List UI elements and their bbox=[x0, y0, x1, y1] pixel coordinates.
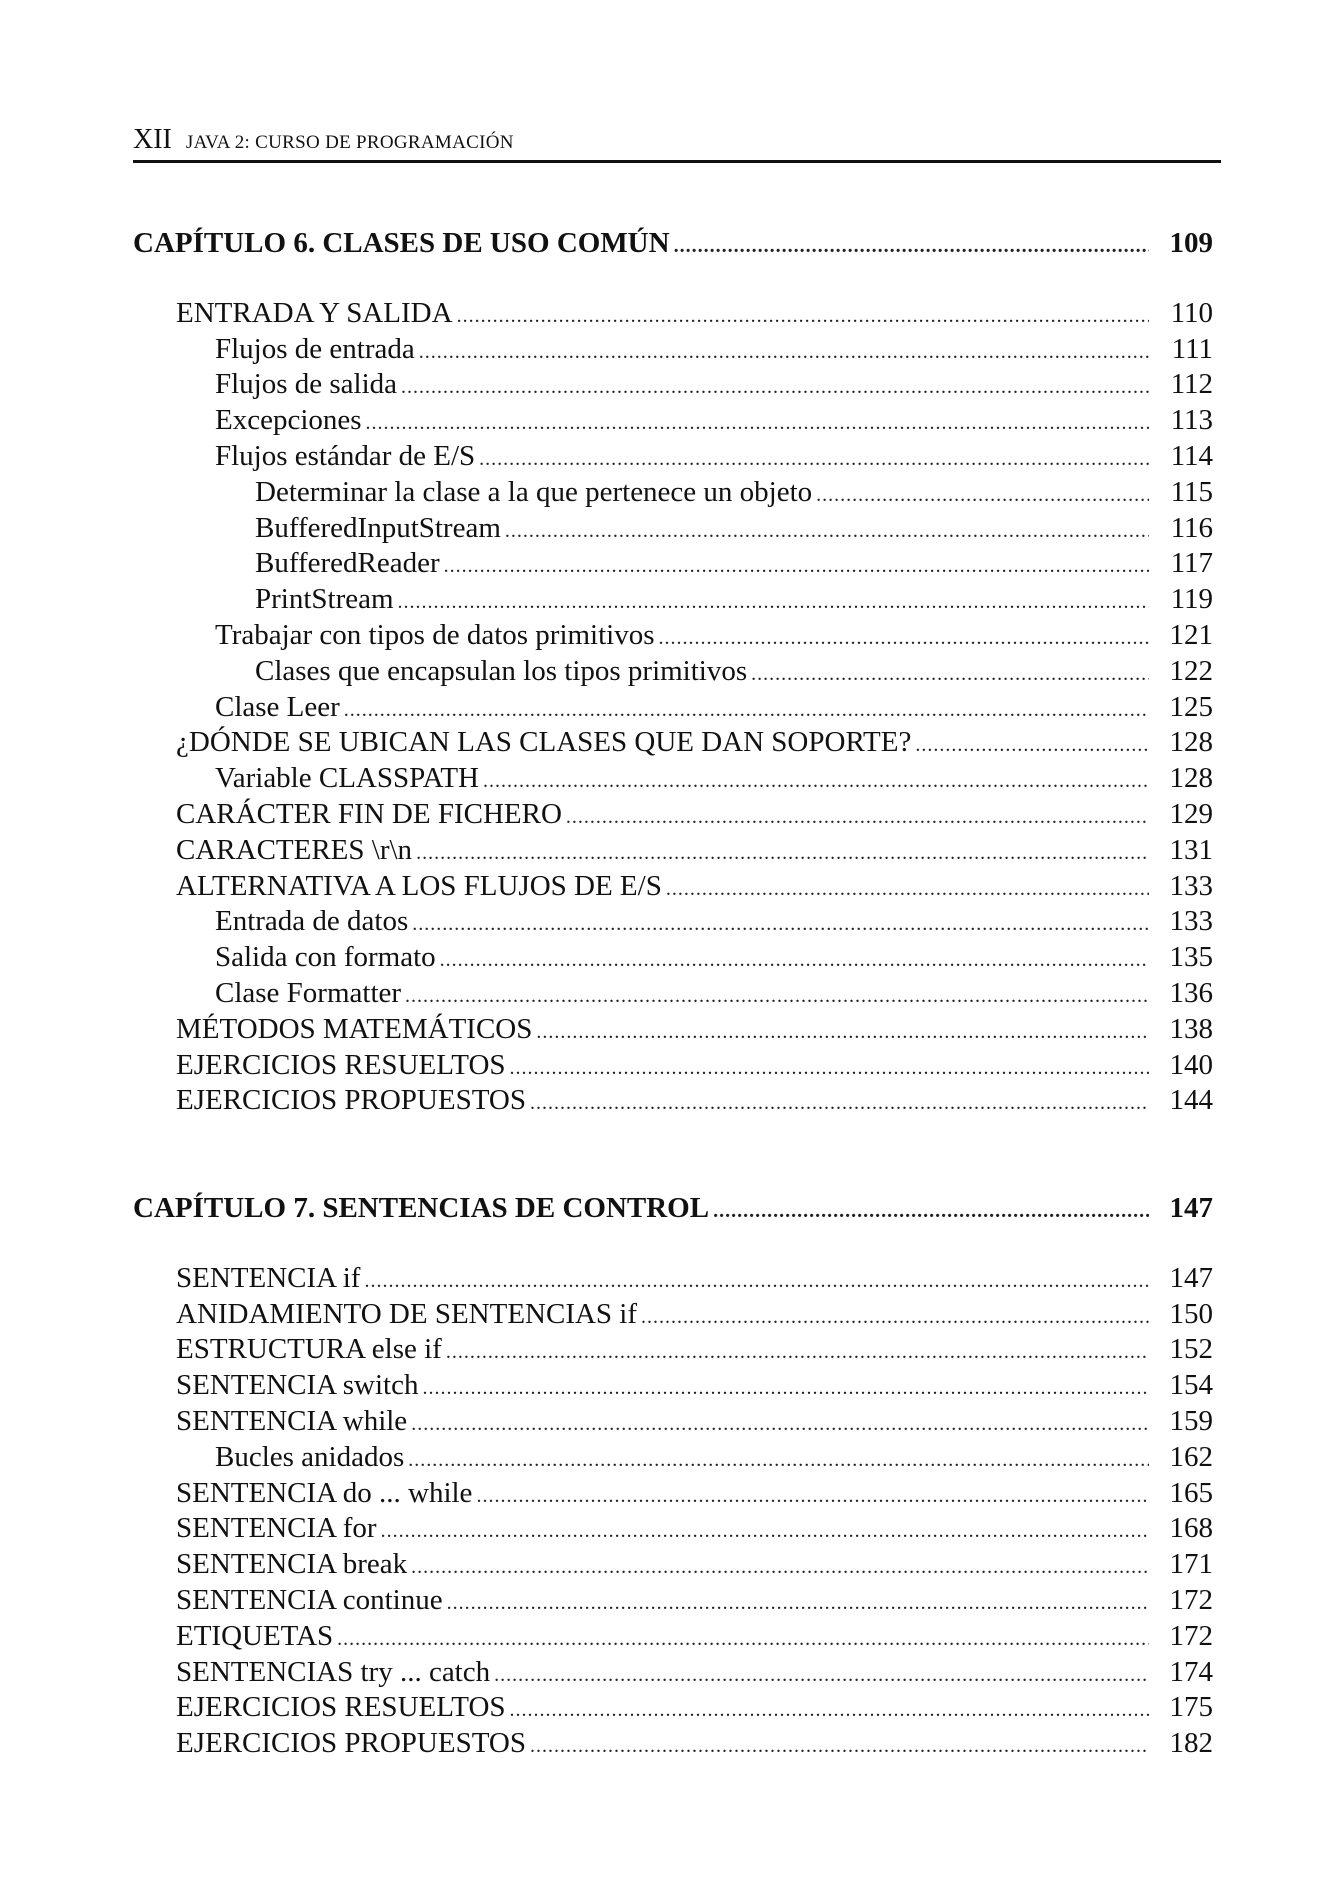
entry-title: MÉTODOS MATEMÁTICOS bbox=[176, 1012, 533, 1045]
toc-entry[interactable] bbox=[133, 1297, 1213, 1333]
toc-entry[interactable] bbox=[133, 1440, 1213, 1476]
toc-entry[interactable] bbox=[133, 1655, 1213, 1691]
dot-leader bbox=[674, 229, 1149, 265]
entry-title: EJERCICIOS RESUELTOS bbox=[176, 1691, 506, 1724]
entry-title: EJERCICIOS PROPUESTOS bbox=[176, 1727, 526, 1760]
entry-page: 110 bbox=[1170, 296, 1213, 329]
dot-leader bbox=[536, 1015, 1149, 1051]
entry-page: 133 bbox=[1169, 905, 1213, 938]
toc-entry[interactable] bbox=[133, 1583, 1213, 1619]
entry-title: CARACTERES \r\n bbox=[176, 833, 413, 866]
dot-leader bbox=[494, 1658, 1149, 1694]
entry-title: SENTENCIA do ... while bbox=[176, 1476, 473, 1509]
toc-entry[interactable] bbox=[133, 797, 1213, 833]
toc-entry[interactable] bbox=[133, 654, 1213, 690]
toc-entry[interactable] bbox=[133, 1726, 1213, 1762]
entry-page: 171 bbox=[1169, 1548, 1213, 1581]
toc-entry[interactable] bbox=[133, 904, 1213, 940]
dot-leader bbox=[416, 836, 1149, 872]
entry-page: 122 bbox=[1169, 654, 1213, 687]
entry-title: SENTENCIAS try ... catch bbox=[176, 1655, 491, 1688]
entry-title: SENTENCIA for bbox=[176, 1512, 377, 1545]
dot-leader bbox=[364, 1264, 1149, 1300]
dot-leader bbox=[915, 728, 1149, 764]
dot-leader bbox=[408, 1443, 1149, 1479]
toc-entry[interactable] bbox=[133, 618, 1213, 654]
toc-entry[interactable] bbox=[133, 690, 1213, 726]
toc-entry[interactable] bbox=[133, 475, 1213, 511]
dot-leader bbox=[446, 1335, 1149, 1371]
dot-leader bbox=[751, 657, 1149, 693]
entry-title: Determinar la clase a la que pertenece un objeto bbox=[255, 475, 813, 508]
entry-page: 128 bbox=[1169, 726, 1213, 759]
dot-leader bbox=[666, 872, 1149, 908]
dot-leader bbox=[457, 299, 1149, 335]
toc-entry[interactable] bbox=[133, 1690, 1213, 1726]
entry-title: ENTRADA Y SALIDA bbox=[176, 296, 453, 329]
toc-entry[interactable] bbox=[133, 296, 1213, 332]
toc-entry[interactable] bbox=[133, 1404, 1213, 1440]
entry-title: SENTENCIA break bbox=[176, 1548, 408, 1581]
dot-leader bbox=[476, 1479, 1149, 1515]
toc-entry[interactable] bbox=[133, 869, 1213, 905]
entry-title: Clase Leer bbox=[215, 690, 340, 723]
dot-leader bbox=[422, 1371, 1149, 1407]
dot-leader bbox=[447, 1586, 1149, 1622]
toc-entry[interactable] bbox=[133, 367, 1213, 403]
entry-title: Flujos de salida bbox=[215, 368, 398, 401]
dot-leader bbox=[366, 406, 1149, 442]
dot-leader bbox=[530, 1086, 1149, 1122]
entry-title: SENTENCIA if bbox=[176, 1261, 361, 1294]
entry-title: ETIQUETAS bbox=[176, 1619, 334, 1652]
dot-leader bbox=[412, 907, 1149, 943]
entry-page: 115 bbox=[1170, 475, 1213, 508]
entry-page: 121 bbox=[1169, 618, 1213, 651]
chapter-page: 109 bbox=[1169, 227, 1213, 259]
dot-leader bbox=[411, 1407, 1149, 1443]
entry-page: 131 bbox=[1169, 833, 1213, 866]
entry-page: 135 bbox=[1169, 941, 1213, 974]
dot-leader bbox=[411, 1550, 1149, 1586]
entry-title: ESTRUCTURA else if bbox=[176, 1333, 442, 1366]
dot-leader bbox=[530, 1729, 1149, 1765]
dot-leader bbox=[659, 621, 1149, 657]
toc-chapter-6 bbox=[133, 226, 1213, 1119]
entry-page: 182 bbox=[1169, 1727, 1213, 1760]
entry-title: Variable CLASSPATH bbox=[215, 762, 479, 795]
entry-page: 111 bbox=[1171, 332, 1213, 365]
entry-title: SENTENCIA switch bbox=[176, 1369, 419, 1402]
toc-entry[interactable] bbox=[133, 976, 1213, 1012]
entry-page: 138 bbox=[1169, 1012, 1213, 1045]
toc-entry[interactable] bbox=[133, 1261, 1213, 1297]
entry-title: ANIDAMIENTO DE SENTENCIAS if bbox=[176, 1297, 638, 1330]
entry-page: 129 bbox=[1169, 797, 1213, 830]
entry-title: PrintStream bbox=[255, 583, 394, 616]
chapter-heading[interactable] bbox=[133, 1191, 1213, 1227]
entry-page: 128 bbox=[1169, 762, 1213, 795]
toc-chapter-7 bbox=[133, 1191, 1213, 1762]
entry-title: CARÁCTER FIN DE FICHERO bbox=[176, 797, 562, 830]
dot-leader bbox=[479, 442, 1149, 478]
toc-entries bbox=[133, 296, 1213, 1119]
entry-page: 162 bbox=[1169, 1440, 1213, 1473]
toc-entry[interactable] bbox=[133, 725, 1213, 761]
dot-leader bbox=[816, 478, 1149, 514]
dot-leader bbox=[381, 1514, 1149, 1550]
entry-title: ALTERNATIVA A LOS FLUJOS DE E/S bbox=[176, 869, 662, 902]
chapter-spacer bbox=[133, 1227, 1213, 1261]
entry-title: Trabajar con tipos de datos primitivos bbox=[215, 618, 655, 651]
entry-title: Flujos estándar de E/S bbox=[215, 439, 476, 472]
dot-leader bbox=[641, 1300, 1149, 1336]
chapter-title: CAPÍTULO 6. CLASES DE USO COMÚN bbox=[133, 227, 670, 259]
entry-title: SENTENCIA while bbox=[176, 1404, 408, 1437]
toc-entry[interactable] bbox=[133, 1083, 1213, 1119]
entry-title: BufferedReader bbox=[255, 547, 440, 580]
toc-entry[interactable] bbox=[133, 1547, 1213, 1583]
toc-entry[interactable] bbox=[133, 1511, 1213, 1547]
toc-entry[interactable] bbox=[133, 1619, 1213, 1655]
entry-page: 116 bbox=[1170, 511, 1213, 544]
toc-entry[interactable] bbox=[133, 1012, 1213, 1048]
entry-page: 154 bbox=[1169, 1369, 1213, 1402]
entry-page: 152 bbox=[1169, 1333, 1213, 1366]
entry-page: 172 bbox=[1169, 1583, 1213, 1616]
entry-page: 119 bbox=[1170, 583, 1213, 616]
entry-page: 168 bbox=[1169, 1512, 1213, 1545]
chapter-title: CAPÍTULO 7. SENTENCIAS DE CONTROL bbox=[133, 1192, 710, 1224]
entry-title: Salida con formato bbox=[215, 941, 436, 974]
entry-page: 144 bbox=[1169, 1084, 1213, 1117]
entry-page: 150 bbox=[1169, 1297, 1213, 1330]
dot-leader bbox=[405, 979, 1149, 1015]
entry-title: Flujos de entrada bbox=[215, 332, 415, 365]
dot-leader bbox=[419, 335, 1149, 371]
toc-entries bbox=[133, 1261, 1213, 1762]
entry-title: Clase Formatter bbox=[215, 976, 402, 1009]
entry-page: 172 bbox=[1169, 1619, 1213, 1652]
dot-leader bbox=[398, 585, 1149, 621]
chapter-page: 147 bbox=[1169, 1192, 1213, 1224]
dot-leader bbox=[401, 370, 1149, 406]
entry-page: 147 bbox=[1169, 1261, 1213, 1294]
running-header bbox=[133, 124, 1221, 163]
entry-title: EJERCICIOS RESUELTOS bbox=[176, 1048, 506, 1081]
entry-page: 112 bbox=[1170, 368, 1213, 401]
entry-title: Clases que encapsulan los tipos primitivos bbox=[255, 654, 748, 687]
book-title: JAVA 2: CURSO DE PROGRAMACIÓN bbox=[185, 132, 514, 153]
dot-leader bbox=[510, 1693, 1149, 1729]
entry-page: 159 bbox=[1169, 1404, 1213, 1437]
entry-title: BufferedInputStream bbox=[255, 511, 501, 544]
page-number: XII bbox=[133, 124, 172, 155]
dot-leader bbox=[440, 943, 1149, 979]
toc-entry[interactable] bbox=[133, 1332, 1213, 1368]
dot-leader bbox=[337, 1622, 1149, 1658]
entry-page: 136 bbox=[1169, 976, 1213, 1009]
dot-leader bbox=[713, 1194, 1149, 1230]
entry-page: 140 bbox=[1169, 1048, 1213, 1081]
toc-entry[interactable] bbox=[133, 1476, 1213, 1512]
toc-entry[interactable] bbox=[133, 332, 1213, 368]
dot-leader bbox=[510, 1051, 1149, 1087]
dot-leader bbox=[505, 514, 1149, 550]
entry-title: SENTENCIA continue bbox=[176, 1583, 443, 1616]
entry-page: 175 bbox=[1169, 1691, 1213, 1724]
dot-leader bbox=[483, 764, 1149, 800]
toc-entry[interactable] bbox=[133, 403, 1213, 439]
entry-page: 113 bbox=[1170, 404, 1213, 437]
chapter-heading[interactable] bbox=[133, 226, 1213, 262]
toc-entry[interactable] bbox=[133, 546, 1213, 582]
entry-page: 125 bbox=[1169, 690, 1213, 723]
toc-entry[interactable] bbox=[133, 439, 1213, 475]
entry-page: 117 bbox=[1170, 547, 1213, 580]
chapter-spacer bbox=[133, 262, 1213, 296]
toc-entry[interactable] bbox=[133, 1048, 1213, 1084]
toc-entry[interactable] bbox=[133, 1368, 1213, 1404]
entry-title: EJERCICIOS PROPUESTOS bbox=[176, 1084, 526, 1117]
toc-entry[interactable] bbox=[133, 940, 1213, 976]
entry-title: ¿DÓNDE SE UBICAN LAS CLASES QUE DAN SOPORTE? bbox=[176, 726, 912, 759]
dot-leader bbox=[444, 549, 1149, 585]
toc-entry[interactable] bbox=[133, 833, 1213, 869]
entry-title: Excepciones bbox=[215, 404, 362, 437]
toc-entry[interactable] bbox=[133, 511, 1213, 547]
entry-page: 174 bbox=[1169, 1655, 1213, 1688]
entry-title: Bucles anidados bbox=[215, 1440, 405, 1473]
dot-leader bbox=[566, 800, 1149, 836]
entry-title: Entrada de datos bbox=[215, 905, 409, 938]
toc-entry[interactable] bbox=[133, 761, 1213, 797]
entry-page: 133 bbox=[1169, 869, 1213, 902]
entry-page: 114 bbox=[1170, 439, 1213, 472]
entry-page: 165 bbox=[1169, 1476, 1213, 1509]
dot-leader bbox=[344, 693, 1149, 729]
toc-entry[interactable] bbox=[133, 582, 1213, 618]
